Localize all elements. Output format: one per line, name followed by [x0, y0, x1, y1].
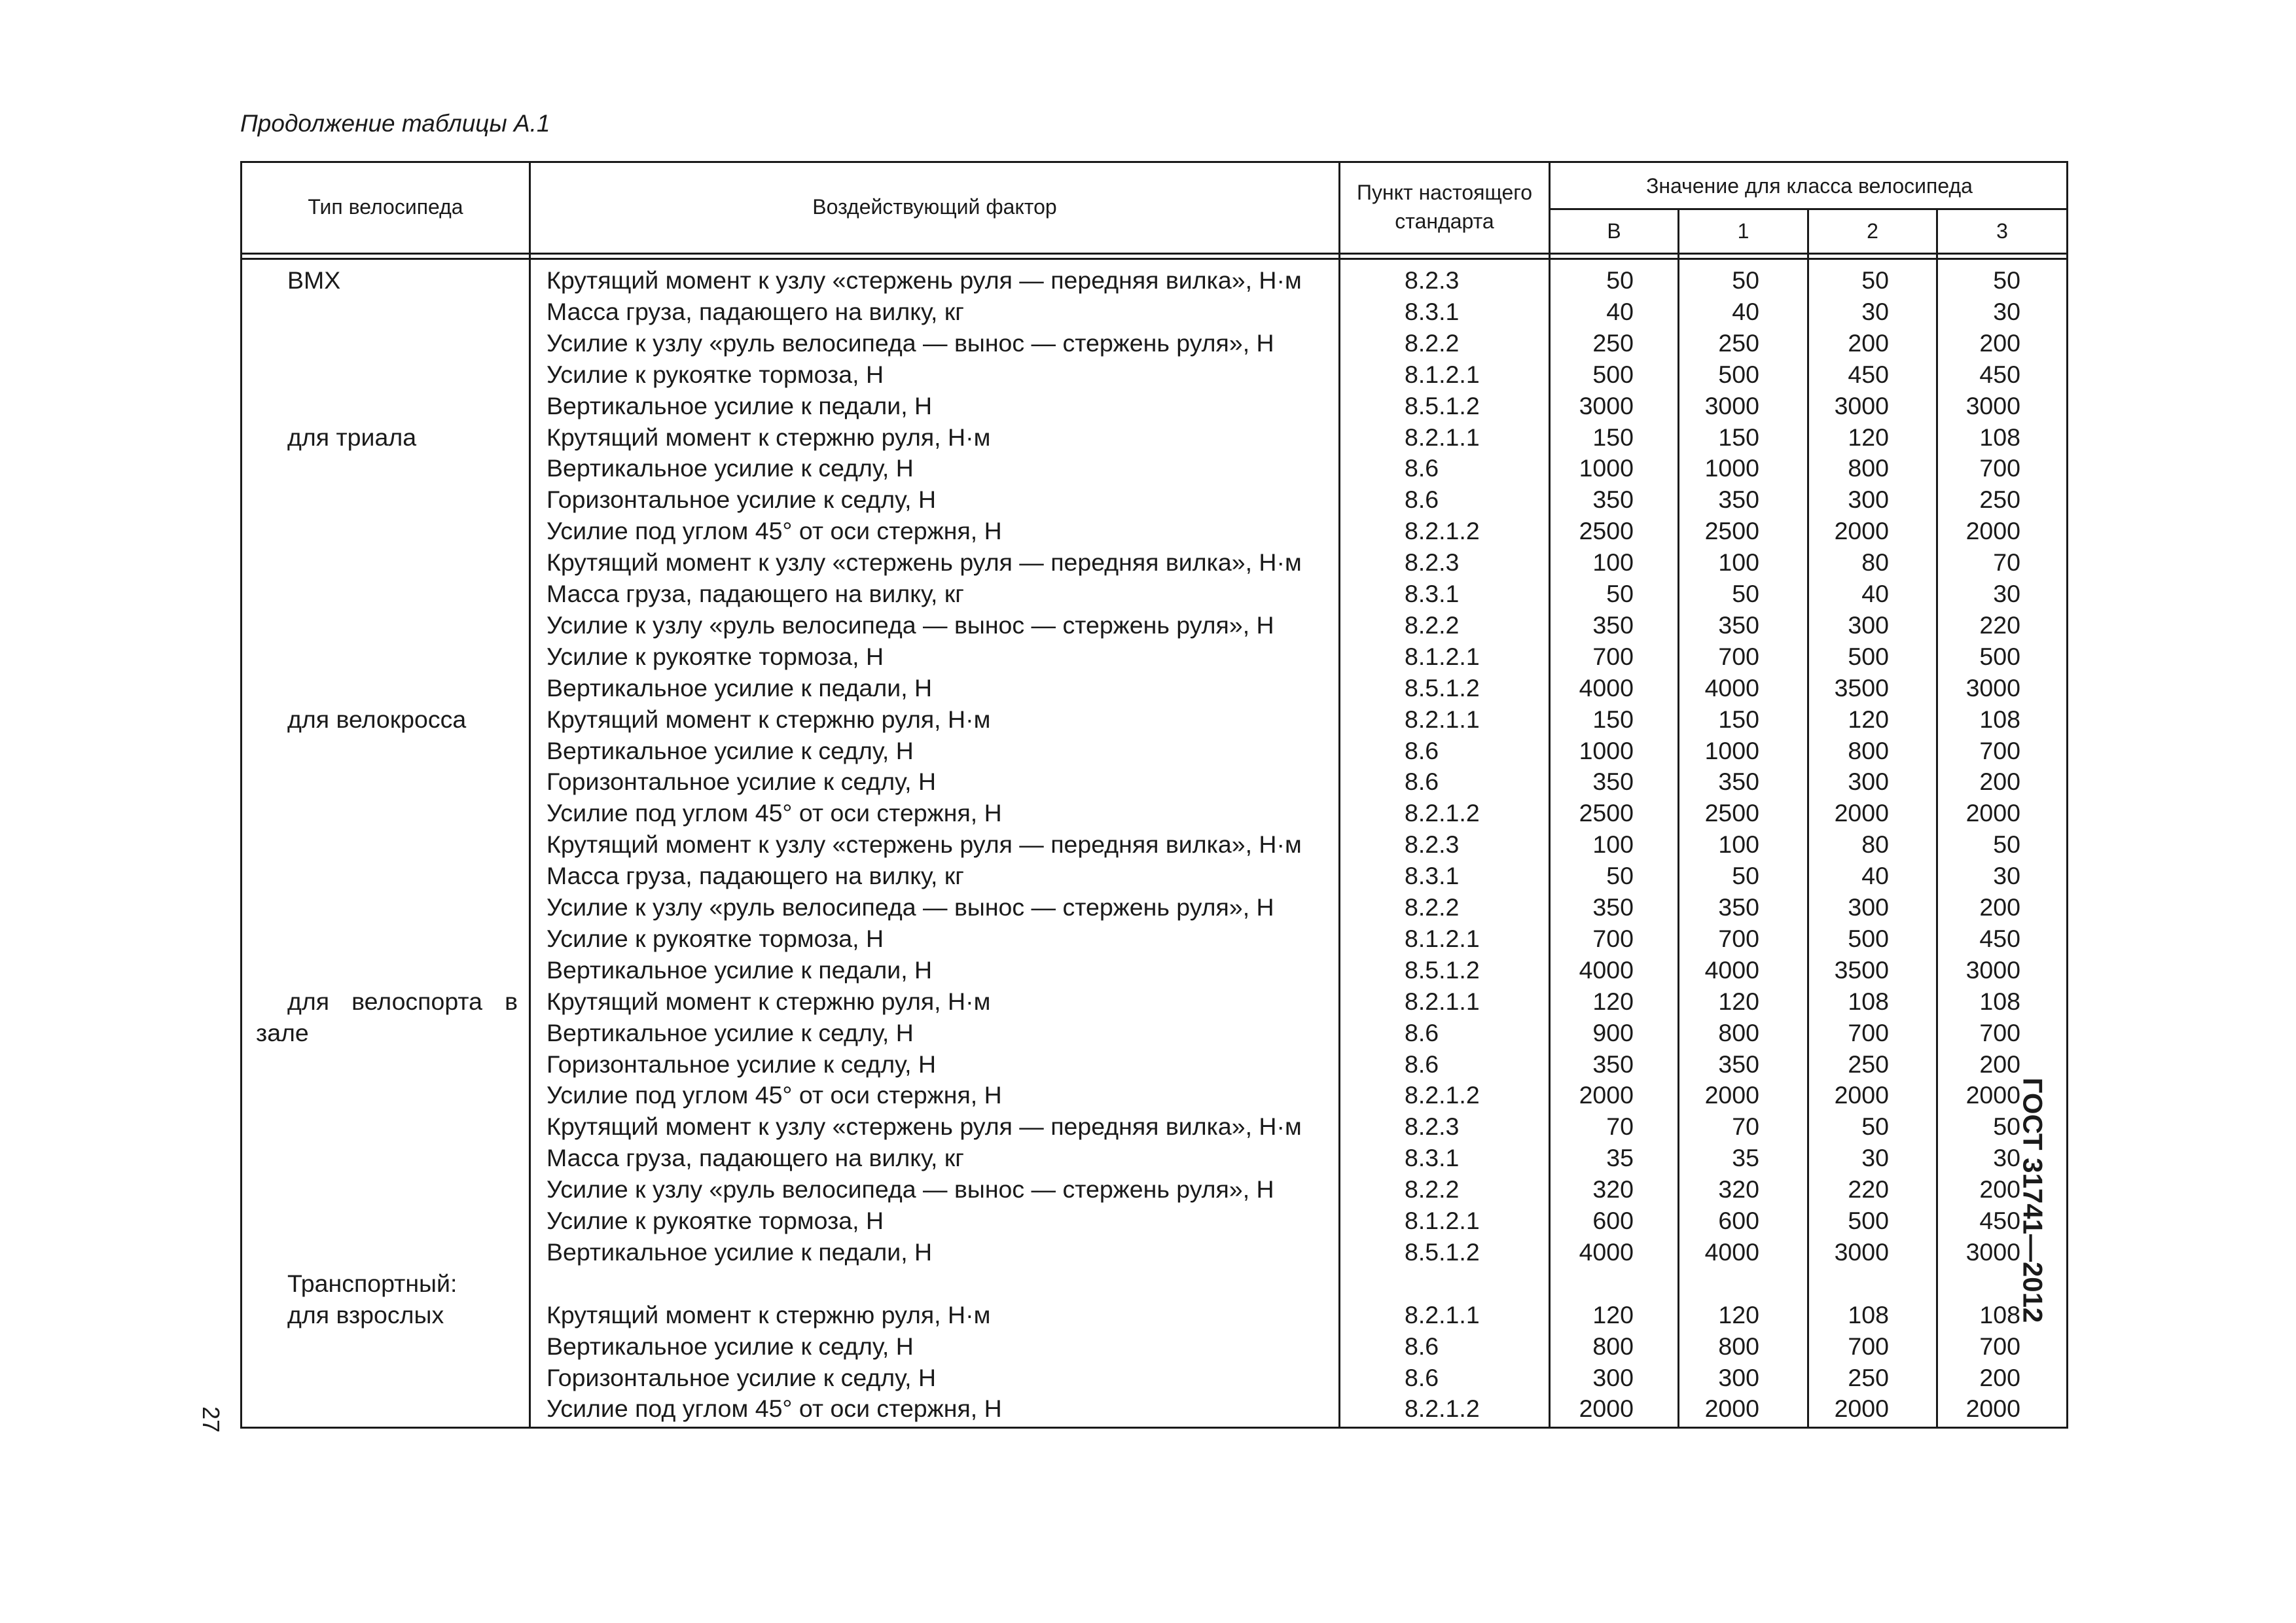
clause-cell: 8.6 [1405, 736, 1439, 764]
factor-cell: Вертикальное усилие к седлу, Н [547, 736, 914, 764]
clause-cell: 8.1.2.1 [1405, 924, 1480, 952]
clause-cell: 8.6 [1405, 454, 1439, 482]
col-line-factor [529, 161, 531, 1429]
value-cell: 200 [1979, 768, 2020, 796]
factor-cell: Усилие к узлу «руль велосипеда — вынос — стержень руля», Н [547, 611, 1274, 639]
header-class-2: 2 [1867, 219, 1878, 243]
factor-cell: Усилие к узлу «руль велосипеда — вынос — стержень руля», Н [547, 1175, 1274, 1204]
value-cell: 2000 [1834, 799, 1889, 827]
factor-cell: Масса груза, падающего на вилку, кг [547, 1144, 964, 1172]
header-type: Тип велосипеда [308, 195, 463, 219]
factor-cell: Усилие под углом 45° от оси стержня, Н [547, 799, 1002, 827]
type-label: для велокросса [287, 705, 467, 733]
value-cell: 150 [1592, 705, 1634, 733]
value-cell: 150 [1718, 423, 1759, 451]
value-cell: 700 [1592, 924, 1634, 952]
value-cell: 700 [1979, 1332, 2020, 1360]
value-cell: 120 [1718, 1300, 1759, 1329]
factor-cell: Горизонтальное усилие к седлу, Н [547, 768, 937, 796]
value-cell: 800 [1718, 1018, 1759, 1046]
value-cell: 200 [1979, 893, 2020, 921]
value-cell: 1000 [1704, 454, 1759, 482]
factor-cell: Вертикальное усилие к седлу, Н [547, 1018, 914, 1046]
factor-cell: Крутящий момент к стержню руля, Н·м [547, 987, 991, 1015]
factor-cell: Усилие под углом 45° от оси стержня, Н [547, 1395, 1002, 1423]
value-cell: 4000 [1704, 1238, 1759, 1266]
factor-cell: Усилие к рукоятке тормоза, Н [547, 360, 884, 388]
value-cell: 350 [1718, 486, 1759, 514]
value-cell: 300 [1848, 768, 1889, 796]
factor-cell: Крутящий момент к узлу «стержень руля — передняя вилка», Н·м [547, 1113, 1302, 1141]
clause-cell: 8.3.1 [1405, 297, 1460, 325]
value-cell: 2000 [1965, 517, 2020, 545]
value-cell: 2000 [1704, 1395, 1759, 1423]
value-cell: 500 [1592, 360, 1634, 388]
type-label: зале [256, 1018, 309, 1046]
value-cell: 500 [1979, 642, 2020, 670]
value-cell: 800 [1848, 454, 1889, 482]
value-cell: 50 [1732, 580, 1759, 607]
value-cell: 450 [1848, 360, 1889, 388]
value-cell: 900 [1592, 1018, 1634, 1046]
value-cell: 50 [1993, 830, 2020, 859]
value-cell: 2000 [1965, 799, 2020, 827]
clause-cell: 8.2.2 [1405, 329, 1460, 357]
header-class-1: 1 [1737, 219, 1749, 243]
value-cell: 4000 [1704, 955, 1759, 984]
value-cell: 1000 [1579, 736, 1634, 764]
value-cell: 300 [1848, 486, 1889, 514]
value-cell: 450 [1979, 924, 2020, 952]
value-cell: 700 [1979, 454, 2020, 482]
value-cell: 200 [1979, 1175, 2020, 1204]
clause-cell: 8.2.1.1 [1405, 987, 1480, 1015]
value-cell: 3000 [1965, 955, 2020, 984]
value-cell: 350 [1592, 486, 1634, 514]
value-cell: 350 [1592, 768, 1634, 796]
value-cell: 30 [1993, 1144, 2020, 1172]
clause-cell: 8.2.1.2 [1405, 1081, 1480, 1109]
value-cell: 220 [1979, 611, 2020, 639]
value-cell: 350 [1718, 1050, 1759, 1078]
factor-cell: Масса груза, падающего на вилку, кг [547, 580, 964, 607]
clause-cell: 8.6 [1405, 1332, 1439, 1360]
value-cell: 108 [1848, 1300, 1889, 1329]
factor-cell: Усилие к рукоятке тормоза, Н [547, 924, 884, 952]
factor-cell: Вертикальное усилие к седлу, Н [547, 1332, 914, 1360]
type-label: для триала [287, 423, 417, 451]
value-cell: 300 [1848, 893, 1889, 921]
value-cell: 50 [1606, 862, 1634, 890]
factor-cell: Вертикальное усилие к седлу, Н [547, 454, 914, 482]
value-cell: 120 [1848, 423, 1889, 451]
factor-cell: Масса груза, падающего на вилку, кг [547, 862, 964, 890]
value-cell: 3000 [1834, 1238, 1889, 1266]
factor-cell: Горизонтальное усилие к седлу, Н [547, 1050, 937, 1078]
value-cell: 2500 [1579, 799, 1634, 827]
value-cell: 35 [1732, 1144, 1759, 1172]
value-cell: 800 [1848, 736, 1889, 764]
value-cell: 108 [1979, 423, 2020, 451]
type-label: ВМХ [287, 266, 341, 294]
clause-cell: 8.5.1.2 [1405, 673, 1480, 702]
clause-cell: 8.1.2.1 [1405, 642, 1480, 670]
clause-cell: 8.2.3 [1405, 548, 1460, 577]
factor-cell: Крутящий момент к стержню руля, Н·м [547, 1300, 991, 1329]
value-cell: 700 [1979, 1018, 2020, 1046]
clause-cell: 8.6 [1405, 768, 1439, 796]
factor-cell: Усилие к узлу «руль велосипеда — вынос — стержень руля», Н [547, 329, 1274, 357]
value-cell: 120 [1718, 987, 1759, 1015]
value-cell: 108 [1979, 1300, 2020, 1329]
factor-cell: Крутящий момент к узлу «стержень руля — передняя вилка», Н·м [547, 830, 1302, 859]
value-cell: 50 [1993, 266, 2020, 294]
value-cell: 3000 [1834, 391, 1889, 419]
clause-cell: 8.2.1.1 [1405, 1300, 1480, 1329]
factor-cell: Крутящий момент к стержню руля, Н·м [547, 423, 991, 451]
clause-cell: 8.2.1.1 [1405, 423, 1480, 451]
factor-cell: Вертикальное усилие к педали, Н [547, 673, 933, 702]
value-cell: 108 [1979, 987, 2020, 1015]
value-cell: 2500 [1704, 517, 1759, 545]
factor-cell: Крутящий момент к узлу «стержень руля — передняя вилка», Н·м [547, 548, 1302, 577]
value-cell: 250 [1979, 486, 2020, 514]
factor-cell: Вертикальное усилие к педали, Н [547, 955, 933, 984]
clause-cell: 8.5.1.2 [1405, 955, 1480, 984]
value-cell: 150 [1592, 423, 1634, 451]
value-cell: 500 [1848, 1207, 1889, 1234]
value-cell: 70 [1606, 1113, 1634, 1141]
value-cell: 320 [1718, 1175, 1759, 1204]
value-cell: 2000 [1965, 1395, 2020, 1423]
col-line-clause [1338, 161, 1340, 1429]
factor-cell: Вертикальное усилие к педали, Н [547, 1238, 933, 1266]
clause-cell: 8.6 [1405, 486, 1439, 514]
value-cell: 200 [1979, 1363, 2020, 1391]
value-cell: 80 [1861, 548, 1889, 577]
value-cell: 30 [1861, 297, 1889, 325]
header-clause: Пункт настоящего стандарта [1357, 181, 1532, 233]
header-bottom-line-1 [240, 253, 2068, 255]
value-cell: 4000 [1579, 1238, 1634, 1266]
clause-cell: 8.2.3 [1405, 830, 1460, 859]
factor-cell: Крутящий момент к стержню руля, Н·м [547, 705, 991, 733]
clause-cell: 8.6 [1405, 1363, 1439, 1391]
value-cell: 30 [1993, 862, 2020, 890]
value-cell: 700 [1718, 642, 1759, 670]
clause-cell: 8.2.2 [1405, 893, 1460, 921]
value-cell: 4000 [1579, 673, 1634, 702]
value-cell: 3000 [1704, 391, 1759, 419]
value-cell: 2000 [1965, 1081, 2020, 1109]
factor-cell: Горизонтальное усилие к седлу, Н [547, 486, 937, 514]
value-cell: 100 [1592, 830, 1634, 859]
factor-cell: Усилие к узлу «руль велосипеда — вынос — стержень руля», Н [547, 893, 1274, 921]
factor-cell: Вертикальное усилие к педали, Н [547, 391, 933, 419]
value-cell: 40 [1606, 297, 1634, 325]
value-cell: 80 [1861, 830, 1889, 859]
value-cell: 700 [1848, 1332, 1889, 1360]
clause-cell: 8.5.1.2 [1405, 391, 1480, 419]
value-cell: 200 [1979, 329, 2020, 357]
value-cell: 350 [1718, 768, 1759, 796]
value-cell: 50 [1606, 266, 1634, 294]
value-cell: 50 [1732, 862, 1759, 890]
value-cell: 700 [1592, 642, 1634, 670]
value-cell: 35 [1606, 1144, 1634, 1172]
value-cell: 120 [1848, 705, 1889, 733]
value-cell: 40 [1861, 580, 1889, 607]
factor-cell: Усилие под углом 45° от оси стержня, Н [547, 1081, 1002, 1109]
factor-cell: Горизонтальное усилие к седлу, Н [547, 1363, 937, 1391]
clause-cell: 8.2.3 [1405, 266, 1460, 294]
value-cell: 30 [1993, 297, 2020, 325]
page-number: 27 [198, 1406, 225, 1433]
clause-cell: 8.6 [1405, 1018, 1439, 1046]
value-cell: 3000 [1579, 391, 1634, 419]
clause-cell: 8.2.1.1 [1405, 705, 1480, 733]
value-cell: 350 [1592, 1050, 1634, 1078]
value-cell: 600 [1718, 1207, 1759, 1234]
value-cell: 3500 [1834, 955, 1889, 984]
clause-cell: 8.2.1.2 [1405, 1395, 1480, 1423]
value-cell: 100 [1718, 830, 1759, 859]
clause-cell: 8.3.1 [1405, 1144, 1460, 1172]
header-class-b: В [1607, 219, 1621, 243]
value-cell: 350 [1592, 611, 1634, 639]
value-cell: 50 [1861, 1113, 1889, 1141]
header-factor: Воздействующий фактор [812, 195, 1057, 219]
value-cell: 2000 [1834, 1081, 1889, 1109]
clause-cell: 8.1.2.1 [1405, 360, 1480, 388]
value-cell: 500 [1848, 642, 1889, 670]
value-cell: 120 [1592, 1300, 1634, 1329]
value-cell: 30 [1993, 580, 2020, 607]
value-cell: 150 [1718, 705, 1759, 733]
value-cell: 4000 [1579, 955, 1634, 984]
clause-cell: 8.3.1 [1405, 580, 1460, 607]
value-cell: 40 [1861, 862, 1889, 890]
value-cell: 2000 [1579, 1395, 1634, 1423]
clause-cell: 8.2.1.2 [1405, 517, 1480, 545]
value-cell: 1000 [1704, 736, 1759, 764]
value-cell: 320 [1592, 1175, 1634, 1204]
value-cell: 40 [1732, 297, 1759, 325]
header-class-3: 3 [1996, 219, 2008, 243]
value-cell: 250 [1848, 1363, 1889, 1391]
clause-cell: 8.3.1 [1405, 862, 1460, 890]
value-cell: 2000 [1579, 1081, 1634, 1109]
value-cell: 600 [1592, 1207, 1634, 1234]
value-cell: 300 [1848, 611, 1889, 639]
value-cell: 4000 [1704, 673, 1759, 702]
value-cell: 220 [1848, 1175, 1889, 1204]
clause-cell: 8.2.2 [1405, 611, 1460, 639]
value-cell: 3000 [1965, 1238, 2020, 1266]
value-cell: 100 [1718, 548, 1759, 577]
value-cell: 250 [1848, 1050, 1889, 1078]
value-cell: 108 [1848, 987, 1889, 1015]
factor-cell: Усилие к рукоятке тормоза, Н [547, 1207, 884, 1234]
value-cell: 450 [1979, 360, 2020, 388]
clause-cell: 8.6 [1405, 1050, 1439, 1078]
value-cell: 700 [1718, 924, 1759, 952]
value-cell: 200 [1979, 1050, 2020, 1078]
header-values: Значение для класса велосипеда [1646, 174, 1973, 198]
value-cell: 700 [1848, 1018, 1889, 1046]
value-cell: 70 [1993, 548, 2020, 577]
value-cell: 2500 [1579, 517, 1634, 545]
factor-cell: Усилие к рукоятке тормоза, Н [547, 642, 884, 670]
clause-cell: 8.5.1.2 [1405, 1238, 1480, 1266]
value-cell: 700 [1979, 736, 2020, 764]
clause-cell: 8.2.3 [1405, 1113, 1460, 1141]
clause-cell: 8.2.2 [1405, 1175, 1460, 1204]
value-cell: 70 [1732, 1113, 1759, 1141]
type-label: для велоспорта в [287, 987, 518, 1015]
value-cell: 450 [1979, 1207, 2020, 1234]
value-cell: 350 [1592, 893, 1634, 921]
value-cell: 3500 [1834, 673, 1889, 702]
clause-cell: 8.2.1.2 [1405, 799, 1480, 827]
value-cell: 3000 [1965, 391, 2020, 419]
factor-cell: Крутящий момент к узлу «стержень руля — передняя вилка», Н·м [547, 266, 1302, 294]
value-cell: 800 [1592, 1332, 1634, 1360]
value-cell: 108 [1979, 705, 2020, 733]
clause-cell: 8.1.2.1 [1405, 1207, 1480, 1234]
value-cell: 30 [1861, 1144, 1889, 1172]
factor-cell: Масса груза, падающего на вилку, кг [547, 297, 964, 325]
value-cell: 3000 [1965, 673, 2020, 702]
value-cell: 50 [1606, 580, 1634, 607]
value-cell: 250 [1592, 329, 1634, 357]
value-cell: 300 [1592, 1363, 1634, 1391]
value-cell: 2500 [1704, 799, 1759, 827]
value-cell: 100 [1592, 548, 1634, 577]
value-cell: 500 [1718, 360, 1759, 388]
value-cell: 120 [1592, 987, 1634, 1015]
table-caption: Продолжение таблицы А.1 [240, 110, 550, 137]
value-cell: 350 [1718, 893, 1759, 921]
factor-cell: Усилие под углом 45° от оси стержня, Н [547, 517, 1002, 545]
value-cell: 800 [1718, 1332, 1759, 1360]
value-cell: 2000 [1704, 1081, 1759, 1109]
value-cell: 50 [1861, 266, 1889, 294]
value-cell: 50 [1993, 1113, 2020, 1141]
header-bottom-line-2 [240, 258, 2068, 260]
value-cell: 50 [1732, 266, 1759, 294]
value-cell: 500 [1848, 924, 1889, 952]
value-cell: 250 [1718, 329, 1759, 357]
value-cell: 2000 [1834, 517, 1889, 545]
standard-designation: ГОСТ 31741—2012 [2017, 1077, 2049, 1323]
type-label: Транспортный: [287, 1269, 457, 1297]
type-label: для взрослых [287, 1300, 444, 1329]
value-cell: 300 [1718, 1363, 1759, 1391]
value-cell: 350 [1718, 611, 1759, 639]
value-cell: 200 [1848, 329, 1889, 357]
value-cell: 2000 [1834, 1395, 1889, 1423]
value-cell: 1000 [1579, 454, 1634, 482]
